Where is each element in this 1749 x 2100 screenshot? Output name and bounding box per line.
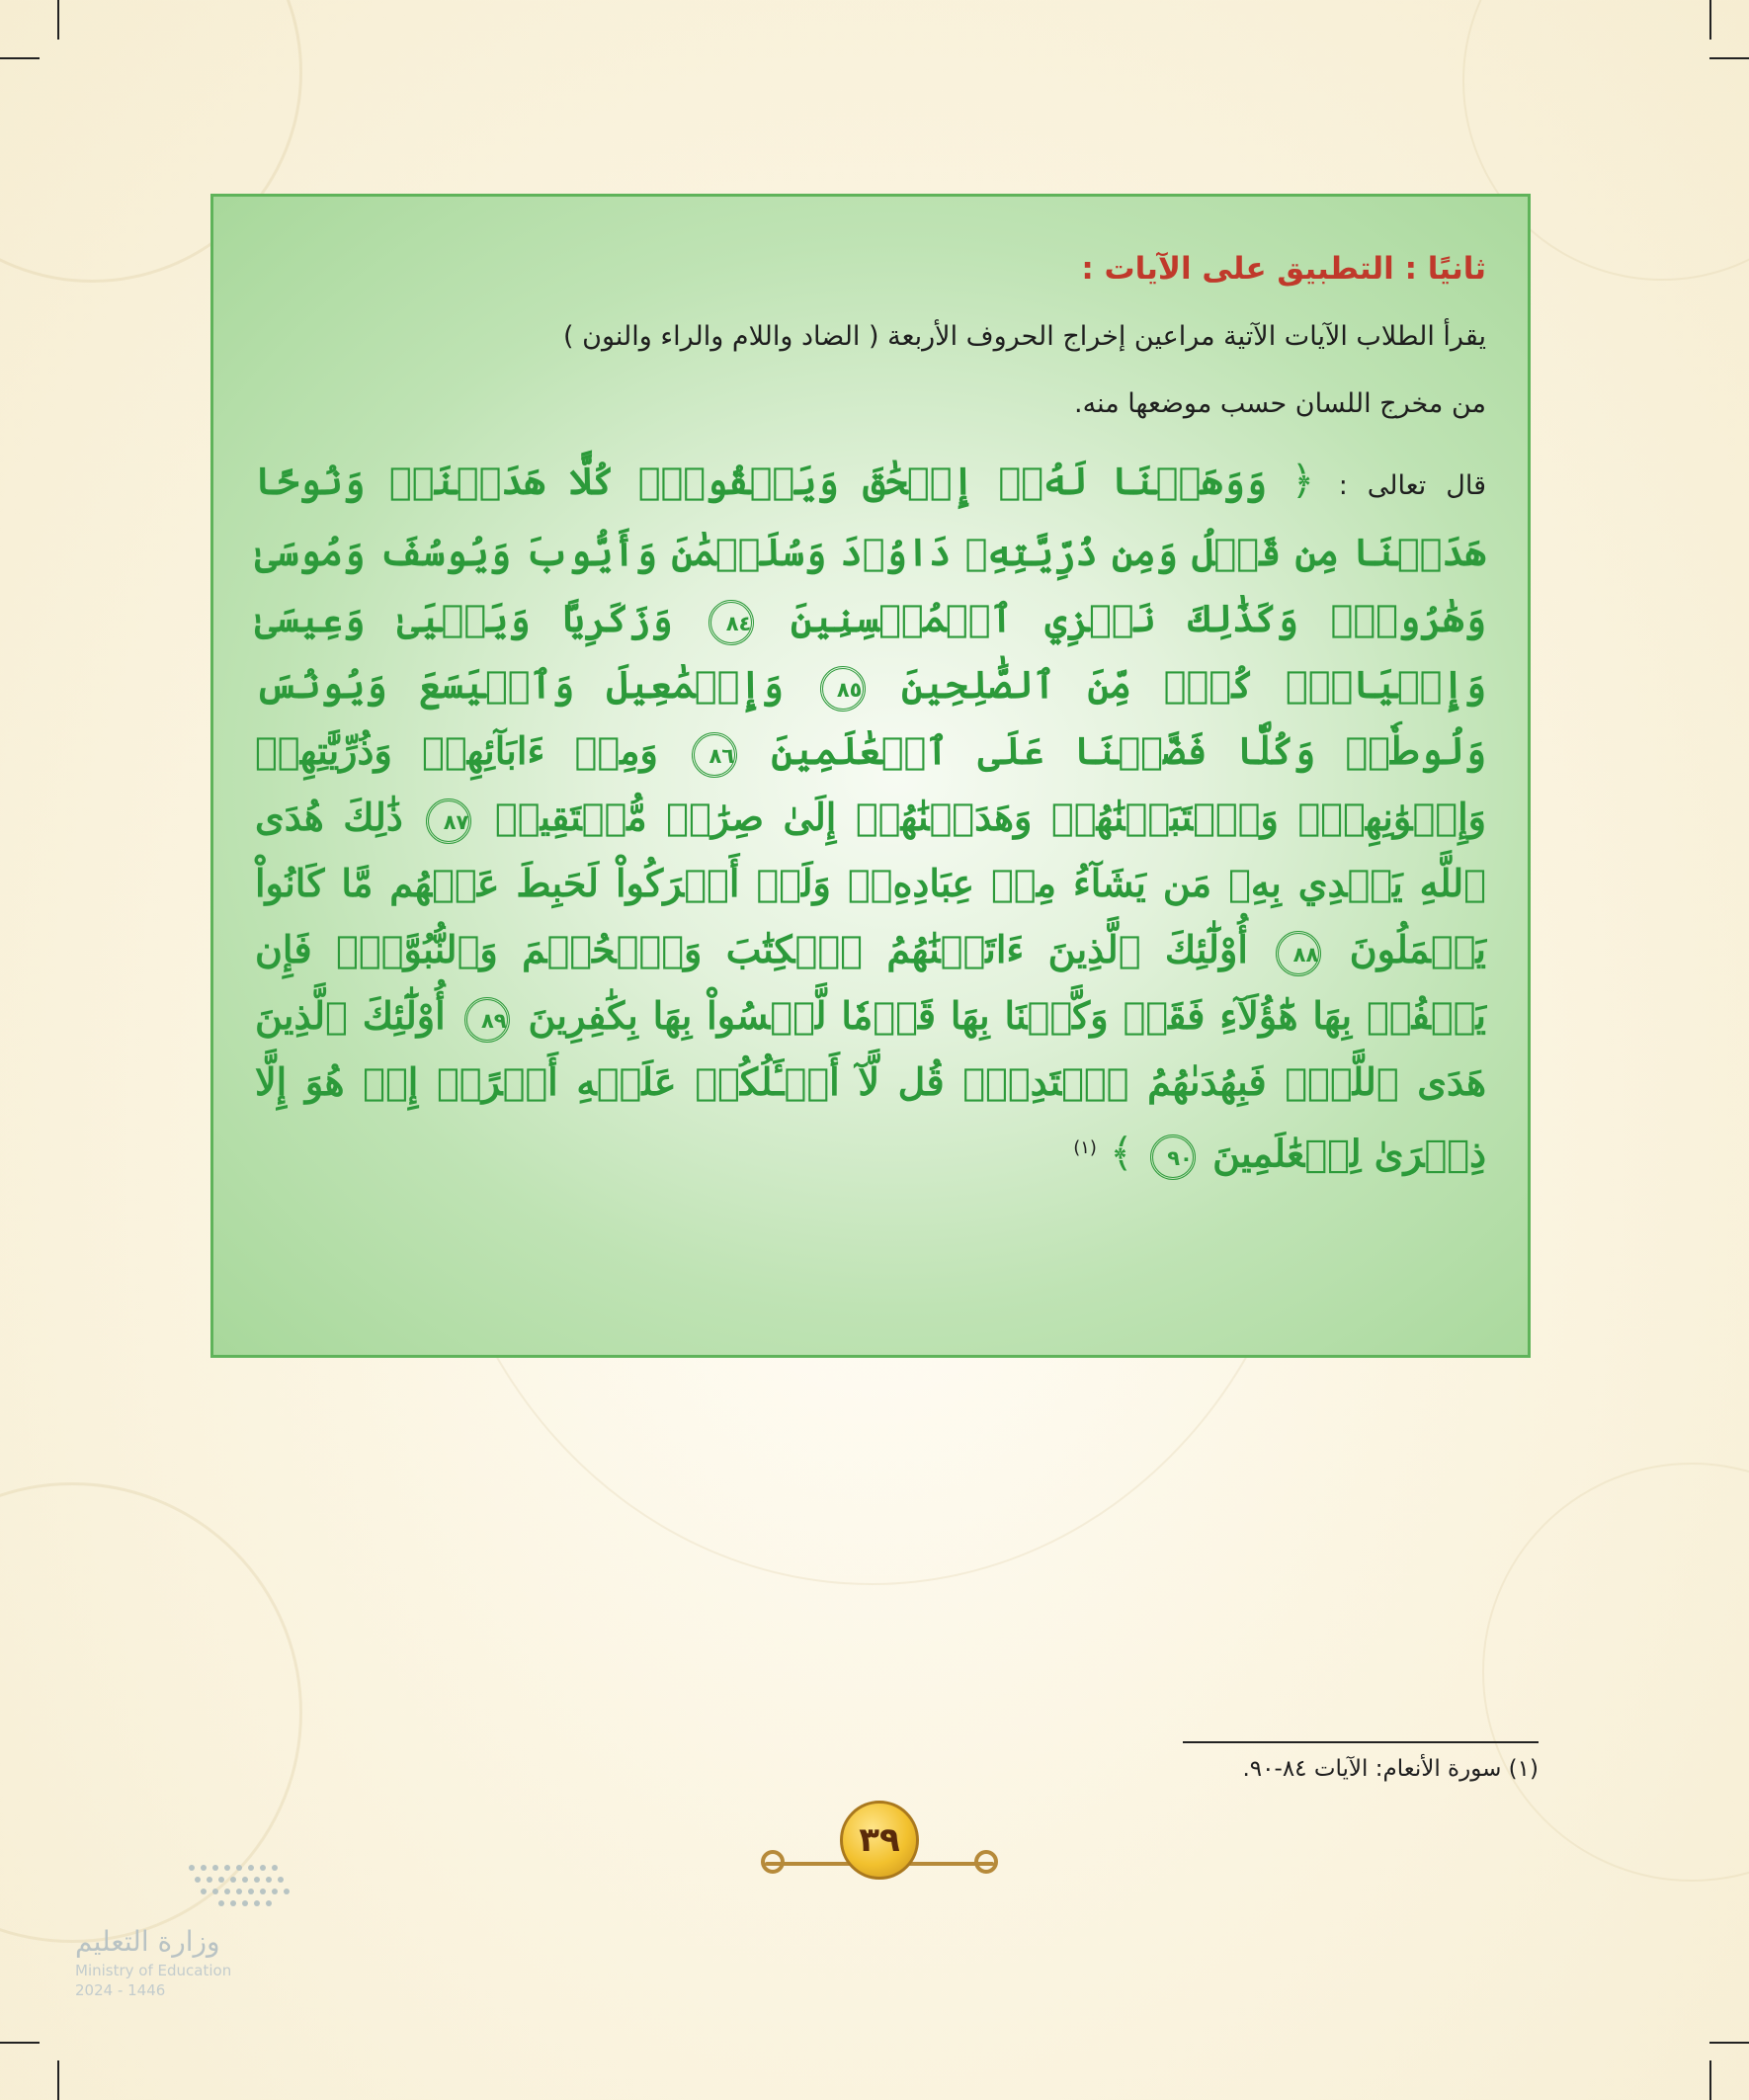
verse-text: أُوْلَٰٓئِكَ ٱلَّذِينَ ءَاتَيۡنَٰهُمُ ٱلۡكِتَٰبَ وَٱلۡحُكۡمَ وَٱلنُّبُوَّةَۚ فَإِن يَكۡفُرۡ بِهَا هَٰٓؤُلَآءِ فَقَدۡ وَكَّلۡنَا بِهَا قَوۡمٗا لَّيۡسُواْ بِهَا بِكَٰفِرِينَ bbox=[255, 927, 1486, 1038]
page-number: ٣٩ bbox=[840, 1801, 919, 1880]
verse-prefix: قال تعالى : bbox=[1338, 470, 1486, 501]
ayah-number-marker: ٨٥ bbox=[820, 666, 866, 712]
verse-text: وَزَكَرِيَّا وَيَحۡيَىٰ وَعِيسَىٰ وَإِلۡيَاسَۖ كُلّٞ مِّنَ ٱلصَّٰلِحِينَ bbox=[255, 596, 1486, 707]
ayah-number-marker: ٨٩ bbox=[464, 997, 510, 1043]
quran-verses bbox=[255, 448, 1486, 1188]
ministry-logo bbox=[75, 1860, 302, 1998]
instructions-line: يقرأ الطلاب الآيات الآتية مراعين إخراج الحروف الأربعة ( الضاد واللام والراء والنون ) bbox=[563, 321, 1486, 352]
crop-mark bbox=[1709, 0, 1711, 40]
instructions bbox=[255, 313, 1486, 428]
ayah-number-marker: ٨٨ bbox=[1276, 931, 1321, 976]
open-bracket: ﴿ bbox=[1291, 459, 1315, 504]
instructions-line: من مخرج اللسان حسب موضعها منه. bbox=[1074, 388, 1486, 419]
ministry-dots-icon bbox=[184, 1860, 302, 1915]
crop-mark bbox=[1709, 2060, 1711, 2100]
footnote-divider bbox=[1183, 1741, 1539, 1743]
scroll-ornament-icon bbox=[765, 1862, 856, 1866]
page-number-ornament bbox=[761, 1797, 998, 1905]
ayah-number-marker: ٨٦ bbox=[692, 732, 737, 778]
ministry-name-arabic: وزارة التعليم bbox=[75, 1925, 220, 1958]
ayah-number-marker: ٨٧ bbox=[426, 798, 471, 844]
ayah-number-marker: ٨٤ bbox=[708, 600, 754, 645]
footnote: (١) سورة الأنعام: الآيات ٨٤-٩٠. bbox=[1242, 1756, 1539, 1782]
section-heading: ثانيًا : التطبيق على الآيات : bbox=[1081, 251, 1486, 287]
edition-year: 2024 - 1446 bbox=[75, 1981, 166, 1999]
crop-mark bbox=[57, 2060, 59, 2100]
crop-mark bbox=[0, 57, 40, 59]
footnote-reference: (١) bbox=[1073, 1137, 1097, 1158]
crop-mark bbox=[1709, 57, 1749, 59]
crop-mark bbox=[1709, 2042, 1749, 2044]
verse-text: وَإِسۡمَٰعِيلَ وَٱلۡيَسَعَ وَيُونُسَ وَلُوطٗاۚ وَكُلّٗا فَضَّلۡنَا عَلَى ٱلۡعَٰلَمِينَ bbox=[255, 662, 1487, 773]
lesson-panel bbox=[210, 194, 1531, 1358]
verse-text: ذَٰلِكَ هُدَى ٱللَّهِ يَهۡدِي بِهِۦ مَن يَشَآءُ مِنۡ عِبَادِهِۦۚ وَلَوۡ أَشۡرَكُواْ لَحَبِطَ عَنۡهُم مَّا كَانُواْ يَعۡمَلُونَ bbox=[255, 795, 1487, 971]
crop-mark bbox=[57, 0, 59, 40]
crop-mark bbox=[0, 2042, 40, 2044]
verse-text: وَمِنۡ ءَابَآئِهِمۡ وَذُرِّيَّٰتِهِمۡ وَإِخۡوَٰنِهِمۡۖ وَٱجۡتَبَيۡنَٰهُمۡ وَهَدَيۡنَٰهُمۡ إِلَىٰ صِرَٰطٖ مُّسۡتَقِيمٖ bbox=[255, 728, 1487, 839]
ayah-number-marker: ٩٠ bbox=[1150, 1134, 1196, 1180]
close-bracket: ﴾ bbox=[1110, 1131, 1133, 1177]
background-ornament bbox=[1482, 1463, 1749, 1882]
scroll-ornament-icon bbox=[974, 1850, 998, 1874]
verse-text: أُوْلَٰٓئِكَ ٱلَّذِينَ هَدَى ٱللَّهُۖ فَبِهُدَىٰهُمُ ٱقۡتَدِهۡۗ قُل لَّآ أَسۡـَٔلُكُمۡ عَلَيۡهِ أَجۡرًاۖ إِنۡ هُوَ إِلَّا ذِكۡرَىٰ لِلۡعَٰلَمِينَ bbox=[255, 993, 1486, 1176]
verse-text: وَوَهَبۡنَا لَهُۥٓ إِسۡحَٰقَ وَيَعۡقُوبَۚ كُلًّا هَدَيۡنَاۚ وَنُوحًا هَدَيۡنَا مِن قَبۡلُ وَمِن ذُرِّيَّتِهِۦ دَاوُۥدَ وَسُلَيۡمَٰنَ وَأَيُّوبَ وَيُوسُفَ وَمُوسَىٰ وَهَٰرُونَۚ وَكَذَٰلِكَ نَجۡزِي ٱلۡمُحۡسِنِينَ bbox=[255, 459, 1487, 640]
ministry-name-english: Ministry of Education bbox=[75, 1962, 232, 1979]
